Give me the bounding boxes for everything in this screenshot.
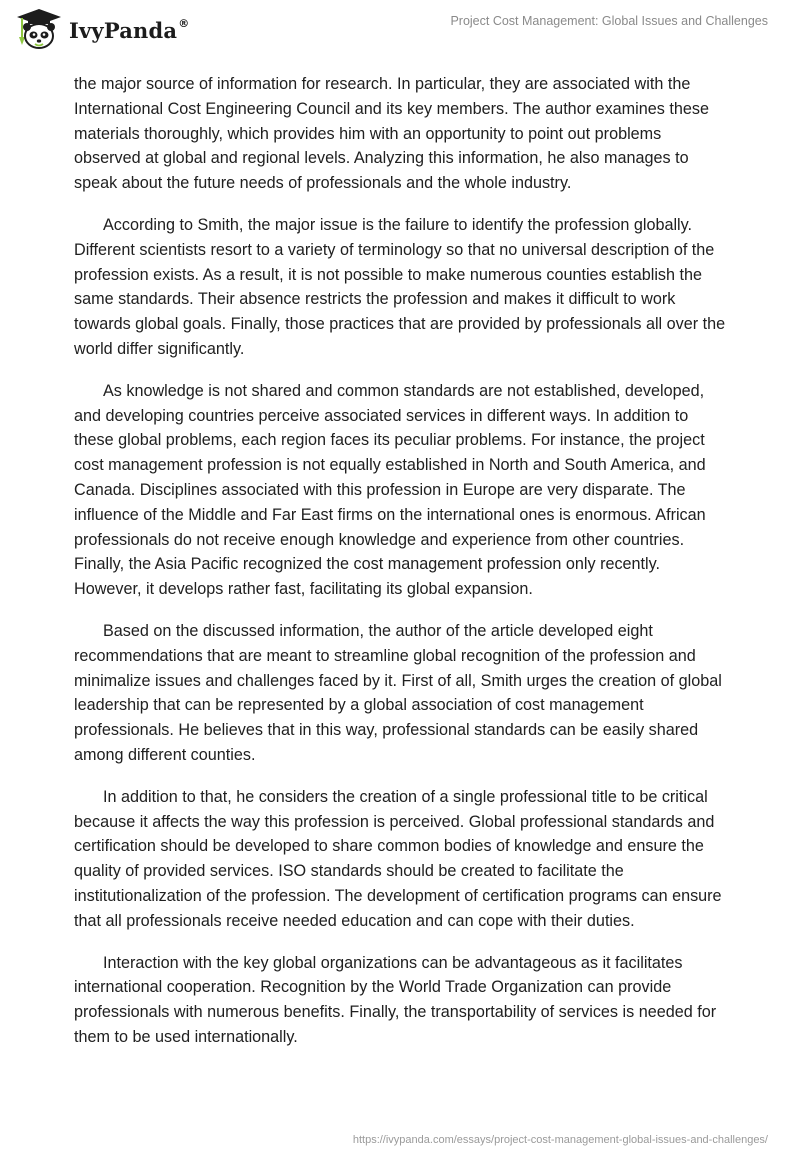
paragraph: In addition to that, he considers the creation of a single professional title to be critical because it affects the way this profession is perceived. Global professional standards and certification should be developed to share common bodies of knowledge and ensure the quality of provided services. ISO standards should be created to facilitate the institutionalization of the profession. The development of certification programs can ensure that all professionals receive needed education and can cope with their duties. bbox=[74, 787, 722, 930]
document-title: Project Cost Management: Global Issues and Challenges bbox=[450, 14, 768, 28]
essay-body bbox=[74, 72, 726, 1067]
paragraph: According to Smith, the major issue is the failure to identify the profession globally. Different scientists resort to a variety of terminology so that no universal description of the profession exists. As a result, it is not possible to make numerous counties establish the same standards. Their absence restricts the profession and makes it difficult to work towards global goals. Finally, those practices that are provided by professionals all over the world differ significantly. bbox=[74, 215, 726, 358]
panda-graduation-cap-icon bbox=[15, 7, 63, 51]
page-header bbox=[0, 0, 800, 60]
logo-wordmark: IvyPanda® bbox=[69, 16, 190, 43]
ivypanda-logo[interactable] bbox=[15, 7, 189, 51]
source-url[interactable]: https://ivypanda.com/essays/project-cost-management-global-issues-and-challenges/ bbox=[352, 1134, 768, 1146]
paragraph: the major source of information for research. In particular, they are associated with the International Cost Engineering Council and its key members. The author examines these materials thoroughly, which provides him with an opportunity to point out problems observed at global and regional levels. Analyzing this information, he also manages to speak about the future needs of professionals and the whole industry. bbox=[74, 75, 709, 193]
paragraph: Interaction with the key global organizations can be advantageous as it facilitates international cooperation. Recognition by the World Trade Organization can provide professionals with numerous benefits. Finally, the transportability of services is needed for them to be used internationally. bbox=[74, 953, 717, 1046]
paragraph: Based on the discussed information, the author of the article developed eight recommendations that are meant to streamline global recognition of the profession and minimalize issues and challenges faced by it. First of all, Smith urges the creation of global leadership that can be represented by a global association of cost management professionals. He believes that in this way, professional standards can be easily shared among different counties. bbox=[74, 621, 722, 764]
paragraph: As knowledge is not shared and common standards are not established, developed, and developing countries perceive associated services in different ways. In addition to these global problems, each region faces its peculiar problems. For instance, the project cost management profession is not equally established in North and South America, and Canada. Disciplines associated with this profession in Europe are very disparate. The influence of the Middle and Far East firms on the international ones is enormous. African professionals do not receive enough knowledge and experience from other countries. Finally, the Asia Pacific recognized the cost management profession only recently. However, it develops rather fast, facilitating its global expansion. bbox=[74, 381, 706, 599]
